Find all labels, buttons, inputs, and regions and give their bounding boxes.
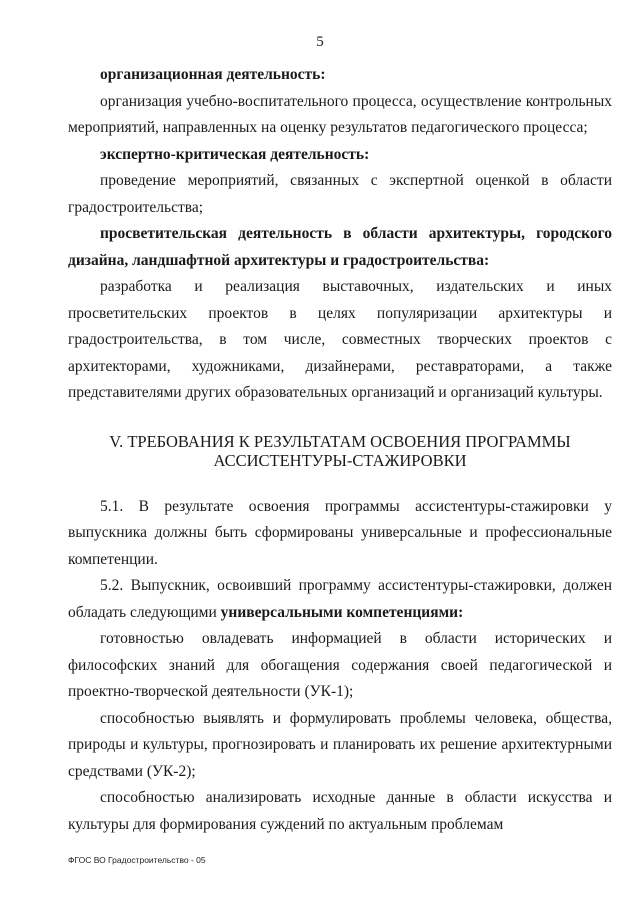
page-number: 5 bbox=[316, 34, 324, 50]
paragraph-org-body: организация учебно-воспитательного процесса, осуществление контрольных мероприятий, направленных на оценку результатов педагогического процесса; bbox=[68, 92, 612, 136]
competence-uk2: способностью выявлять и формулировать проблемы человека, общества, природы и культуры, прогнозировать и планировать их решение архитектурными средствами (УК-2); bbox=[68, 709, 612, 780]
paragraph-org-heading: организационная деятельность: bbox=[100, 66, 326, 83]
page-content bbox=[68, 62, 612, 838]
paragraph-education-body: разработка и реализация выставочных, издательских и иных просветительских проектов в целях популяризации архитектуры и градостроительства, в том числе, совместных творческих проектов с архитекторами, художниками, дизайнерами, реставраторами, а также представителями других образовательных организаций и организаций культуры. bbox=[68, 278, 612, 401]
paragraph-5-1: 5.1. В результате освоения программы ассистентуры-стажировки у выпускника должны быть сформированы универсальные и профессиональные компетенции. bbox=[68, 497, 612, 568]
paragraph-expert-body: проведение мероприятий, связанных с экспертной оценкой в области градостроительства; bbox=[68, 172, 612, 216]
paragraph-5-2 bbox=[68, 573, 612, 626]
section-heading bbox=[68, 432, 612, 470]
competence-uk1: готовностью овладевать информацией в области исторических и философских знаний для обогащения содержания своей педагогической и проектно-творческой деятельности (УК-1); bbox=[68, 630, 612, 700]
paragraph-5-2-bold: универсальными компетенциями: bbox=[220, 603, 464, 621]
paragraph-education-heading: просветительская деятельность в области архитектуры, городского дизайна, ландшафтной архитектуры и градостроительства: bbox=[68, 225, 612, 269]
paragraph-expert-heading: экспертно-критическая деятельность: bbox=[100, 145, 370, 163]
competence-uk3: способностью анализировать исходные данные в области искусства и культуры для формирования суждений по актуальным проблемам bbox=[68, 789, 612, 833]
page-footer: ФГОС ВО Градостроительство - 05 bbox=[68, 855, 206, 865]
section-title-line1: V. ТРЕБОВАНИЯ К РЕЗУЛЬТАТАМ ОСВОЕНИЯ ПРОГРАММЫ bbox=[109, 431, 571, 451]
paragraph-5-2-text: 5.2. Выпускник, освоивший программу ассистентуры-стажировки, должен обладать следующими bbox=[68, 577, 612, 621]
section-title-line2: АССИСТЕНТУРЫ-СТАЖИРОВКИ bbox=[213, 450, 467, 470]
